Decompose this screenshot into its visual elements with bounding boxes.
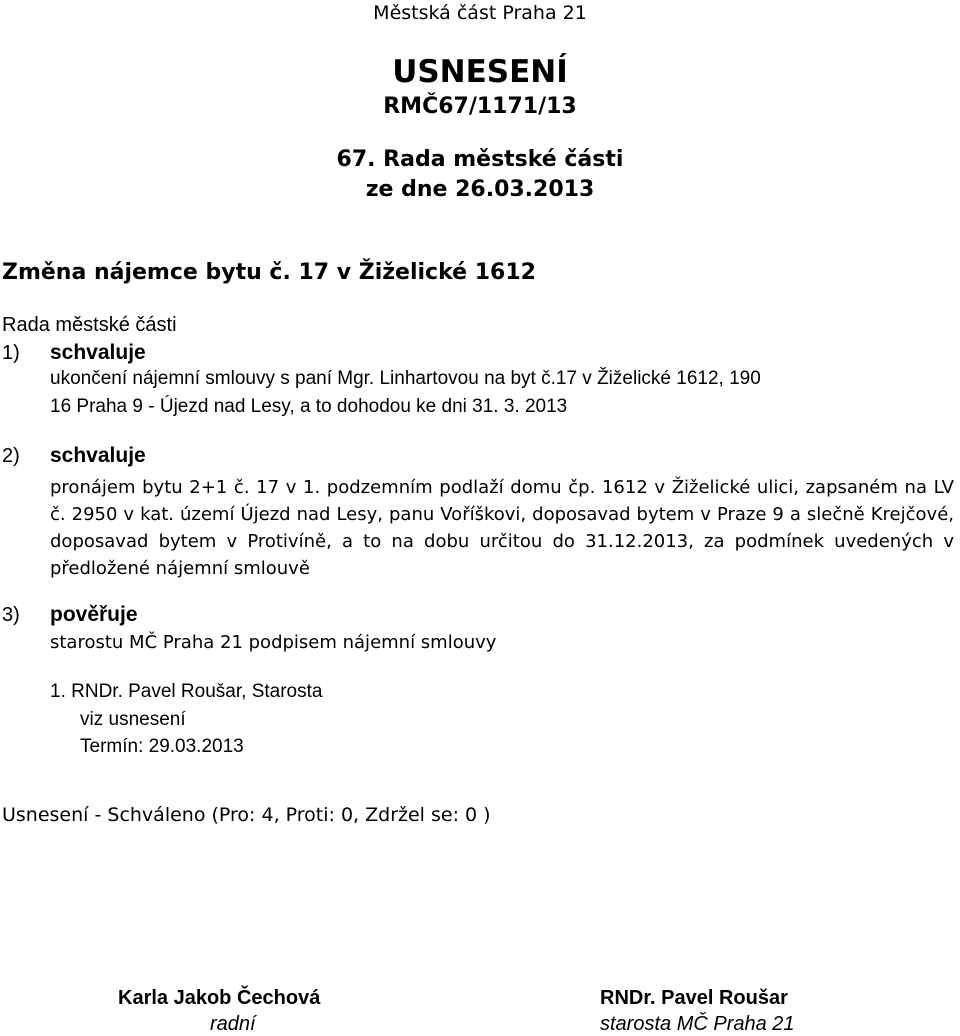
item-1-text-line-2: 16 Praha 9 - Újezd nad Lesy, a to dohodou ke dni 31. 3. 2013: [50, 396, 568, 417]
signature-1-role: radní: [210, 1013, 256, 1035]
meeting-date: ze dne 26.03.2013: [365, 177, 595, 202]
item-2-verb: schvaluje: [50, 444, 146, 467]
item-2-text: pronájem bytu 2+1 č. 17 v 1. podzemním podlaží domu čp. 1612 v Žiželické ulici, zapsaném na LV č. 2950 v kat. území Újezd nad Lesy, panu Voříškovi, doposavad bytem v Praze 9 a slečně Krejčové, doposavad bytem v Protivíně, a to na dobu určitou do 31.12.2013, za podmínek uvedených v předložené nájemní smlouvě: [50, 477, 954, 579]
meeting-name: 67. Rada městské části: [336, 147, 624, 172]
item-2-number: 2): [2, 445, 20, 467]
signature-1-name: Karla Jakob Čechová: [118, 987, 321, 1009]
item-1-text-line-1: ukončení nájemní smlouvy s paní Mgr. Linhartovou na byt č.17 v Žiželické 1612, 190: [50, 368, 761, 389]
item-3-verb: pověřuje: [50, 603, 138, 626]
document-title: USNESENÍ: [392, 54, 568, 90]
organization-name: Městská část Praha 21: [373, 2, 587, 24]
signature-2-role: starosta MČ Praha 21: [600, 1013, 795, 1035]
council-label: Rada městské části: [2, 314, 177, 336]
signature-2-name: RNDr. Pavel Roušar: [600, 987, 788, 1009]
task-assignee: 1. RNDr. Pavel Roušar, Starosta: [50, 681, 323, 702]
task-deadline: Termín: 29.03.2013: [80, 736, 244, 757]
resolution-number: RMČ67/1171/13: [383, 94, 577, 119]
item-1-number: 1): [2, 342, 20, 364]
item-1-verb: schvaluje: [50, 341, 146, 364]
item-3-text: starostu MČ Praha 21 podpisem nájemní smlouvy: [50, 632, 497, 653]
resolution-subject: Změna nájemce bytu č. 17 v Žiželické 1612: [2, 260, 536, 285]
vote-result: Usnesení - Schváleno (Pro: 4, Proti: 0, Zdržel se: 0 ): [2, 804, 491, 826]
task-reference: viz usnesení: [80, 709, 186, 730]
item-3-number: 3): [2, 604, 20, 626]
